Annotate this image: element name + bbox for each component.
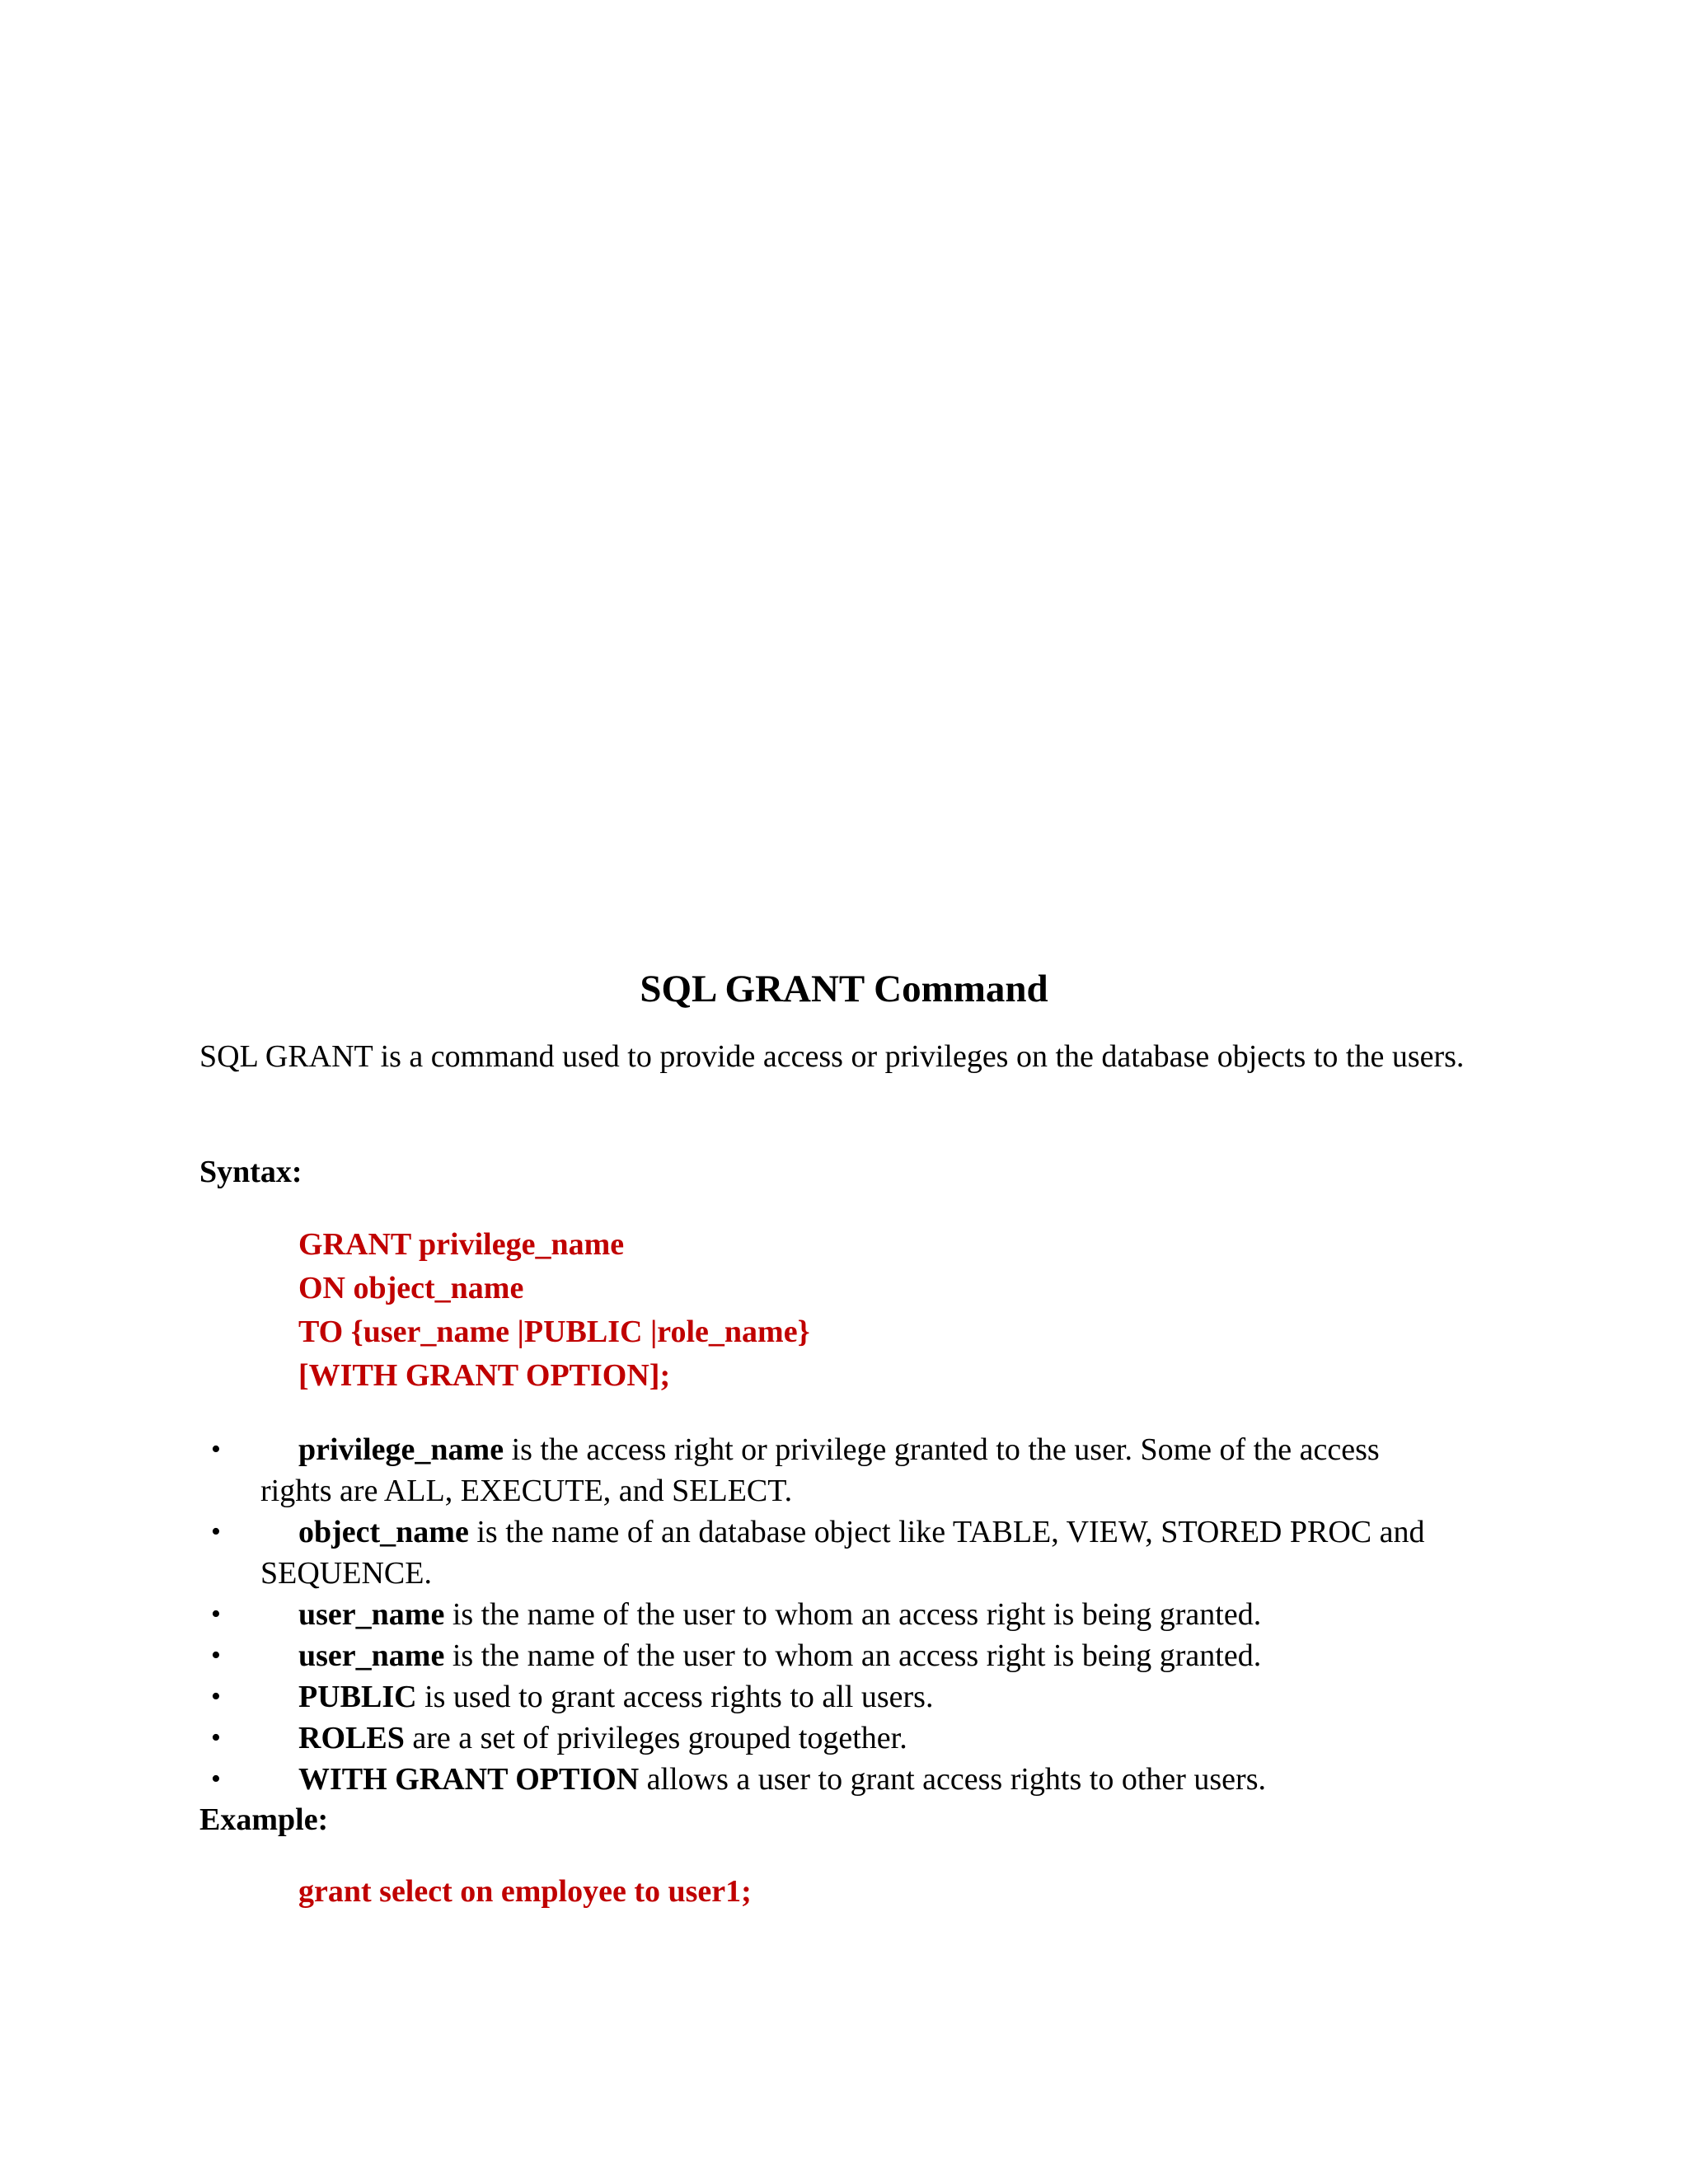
list-item — [199, 1594, 1452, 1635]
list-item-term: privilege_name — [298, 1432, 504, 1467]
example-heading: Example: — [199, 1802, 329, 1837]
list-item-text: are a set of privileges grouped together. — [404, 1721, 907, 1755]
bullet-icon: • — [211, 1722, 221, 1753]
bullet-icon: • — [211, 1764, 221, 1794]
list-item — [199, 1511, 1452, 1594]
list-item — [199, 1759, 1452, 1800]
list-item-term: user_name — [298, 1638, 445, 1673]
syntax-line: [WITH GRANT OPTION]; — [298, 1358, 671, 1393]
syntax-line: ON object_name — [298, 1271, 524, 1305]
bullet-icon: • — [211, 1640, 221, 1671]
list-item-text: is the name of the user to whom an access right is being granted. — [444, 1597, 1262, 1632]
bullet-icon: • — [211, 1516, 221, 1547]
list-item — [199, 1429, 1452, 1511]
syntax-line: GRANT privilege_name — [298, 1227, 625, 1262]
list-item — [199, 1718, 1452, 1759]
list-item-text: is the name of an database object like TABLE, VIEW, STORED PROC and SEQUENCE. — [260, 1515, 1425, 1591]
syntax-line: TO {user_name |PUBLIC |role_name} — [298, 1315, 810, 1349]
list-item-text: is the name of the user to whom an access right is being granted. — [444, 1638, 1262, 1673]
list-item-term: user_name — [298, 1597, 445, 1632]
syntax-heading: Syntax: — [199, 1155, 302, 1189]
list-item-term: ROLES — [298, 1721, 405, 1755]
bullet-icon: • — [211, 1681, 221, 1712]
bullet-icon: • — [211, 1599, 221, 1629]
bullet-icon: • — [211, 1434, 221, 1465]
list-item-text: allows a user to grant access rights to other users. — [639, 1762, 1266, 1797]
intro-paragraph: SQL GRANT is a command used to provide access or privileges on the database objects to the users. — [199, 1039, 1465, 1074]
list-item-term: WITH GRANT OPTION — [298, 1762, 640, 1797]
list-item — [199, 1635, 1452, 1676]
list-item-term: object_name — [298, 1515, 469, 1549]
parameter-list — [199, 1429, 1452, 1800]
list-item-text: is used to grant access rights to all users. — [416, 1680, 934, 1714]
list-item-text: is the access right or privilege granted to the user. Some of the access rights are ALL, EXECUTE, and SELECT. — [260, 1432, 1380, 1508]
list-item — [199, 1676, 1452, 1718]
syntax-code-block — [298, 1223, 810, 1398]
list-item-term: PUBLIC — [298, 1680, 417, 1714]
example-code: grant select on employee to user1; — [298, 1874, 752, 1909]
page-title: SQL GRANT Command — [640, 968, 1048, 1010]
